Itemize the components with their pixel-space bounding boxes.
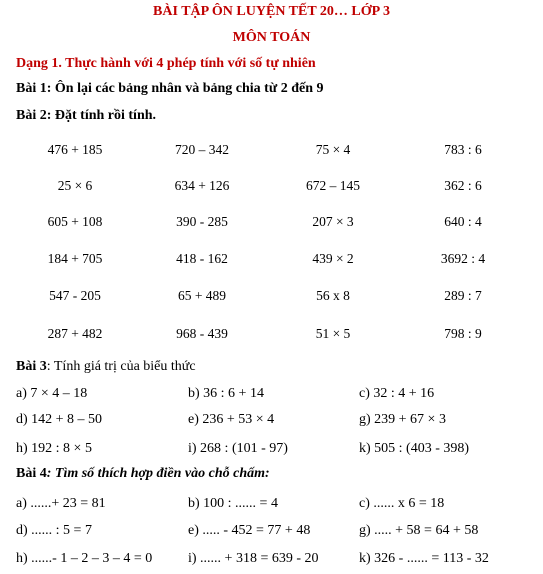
bai-4-text: : Tìm số thích hợp điền vào chỗ chấm: [46,466,270,481]
title-line-1: BÀI TẬP ÔN LUYỆN TẾT 20… LỚP 3 [153,4,390,19]
calc-item: 65 + 489 [177,288,227,303]
fill-blank-item: d) ...... : 5 = 7 [16,523,92,538]
expression-item: b) 36 : 6 + 14 [188,386,264,401]
expression-item: g) 239 + 67 × 3 [359,412,446,427]
fill-blank-item: e) ..... - 452 = 77 + 48 [188,523,311,538]
bai-3-label: Bài 3 [16,359,47,374]
calc-item: 605 + 108 [47,214,103,229]
expression-item: k) 505 : (403 - 398) [359,441,470,456]
calc-item: 289 : 7 [444,288,482,303]
calc-item: 476 + 185 [47,142,103,157]
calc-item: 3692 : 4 [440,251,486,266]
fill-blank-item: c) ...... x 6 = 18 [359,496,445,511]
calc-item: 968 - 439 [176,326,228,341]
section-heading-1: Dạng 1. Thực hành với 4 phép tính với số tự nhiên [16,56,316,71]
bai-2 [16,108,156,124]
calc-item: 672 – 145 [306,178,360,193]
expression-item: h) 192 : 8 × 5 [16,441,92,456]
calc-item: 547 - 205 [49,288,101,303]
bai-2-text: : Đặt tính rồi tính. [46,108,157,123]
calc-item: 75 × 4 [315,142,351,157]
bai-4-label: Bài 4 [16,466,47,481]
fill-blank-item: b) 100 : ...... = 4 [188,496,278,511]
calc-item: 720 – 342 [175,142,229,157]
expression-item: a) 7 × 4 – 18 [16,386,88,401]
calc-item: 51 × 5 [315,326,351,341]
calc-item: 287 + 482 [47,326,103,341]
calc-item: 56 x 8 [316,288,350,303]
calc-item: 640 : 4 [444,214,482,229]
fill-blank-item: k) 326 - ...... = 113 - 32 [359,551,489,566]
bai-3 [16,359,196,375]
calc-item: 418 - 162 [176,251,228,266]
calc-item: 798 : 9 [444,326,482,341]
title-line-2: MÔN TOÁN [232,30,311,45]
calc-item: 634 + 126 [174,178,230,193]
calc-item: 207 × 3 [312,214,354,229]
bai-4 [16,466,270,482]
bai-1-text: : Ôn lại các bảng nhân và bảng chia từ 2 đến 9 [46,81,324,96]
calc-item: 362 : 6 [444,178,482,193]
calc-item: 184 + 705 [47,251,103,266]
expression-item: i) 268 : (101 - 97) [188,441,288,456]
bai-1 [16,81,324,97]
calc-item: 390 - 285 [176,214,228,229]
calc-item: 439 × 2 [312,251,354,266]
bai-1-label: Bài 1 [16,81,47,96]
bai-3-text: : Tính giá trị của biểu thức [46,359,196,374]
calc-item: 783 : 6 [444,142,482,157]
bai-2-label: Bài 2 [16,108,47,123]
fill-blank-item: a) ......+ 23 = 81 [16,496,106,511]
expression-item: e) 236 + 53 × 4 [188,412,275,427]
expression-item: c) 32 : 4 + 16 [359,386,435,401]
expression-item: d) 142 + 8 – 50 [16,412,103,427]
calc-item: 25 × 6 [57,178,93,193]
fill-blank-item: i) ...... + 318 = 639 - 20 [188,551,319,566]
fill-blank-item: h) ......- 1 – 2 – 3 – 4 = 0 [16,551,153,566]
fill-blank-item: g) ..... + 58 = 64 + 58 [359,523,479,538]
